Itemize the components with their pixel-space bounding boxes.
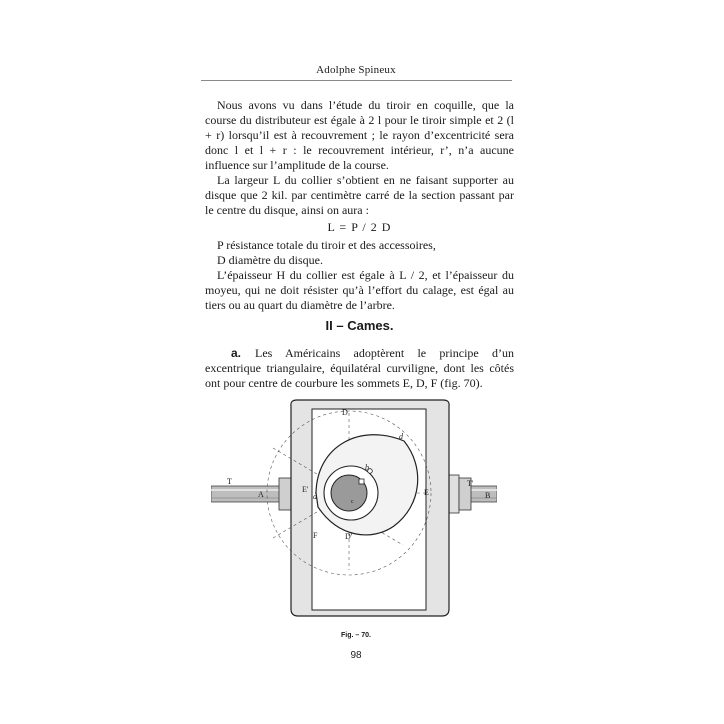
- definition-d: D diamètre du disque.: [217, 253, 323, 267]
- label-d: d: [399, 432, 403, 441]
- key: [359, 479, 364, 484]
- formula-collar-width: L = P / 2 D: [327, 220, 392, 234]
- paragraph-collar-width: La largeur L du collier s’obtient en ne faisant supporter au disque que 2 kil. par centimètre carré de la section passant par le centre du disque, ainsi on aura :: [205, 173, 514, 217]
- running-header: Adolphe Spineux: [316, 64, 396, 76]
- label-E: E: [424, 488, 429, 497]
- label-D: D: [342, 408, 348, 417]
- definition-p: P résistance totale du tiroir et des accessoires,: [217, 238, 436, 252]
- label-A: A: [258, 490, 264, 499]
- label-a: a: [313, 492, 317, 501]
- label-F: F: [313, 531, 318, 540]
- label-B: B: [485, 491, 491, 500]
- label-b: b: [365, 463, 369, 472]
- figure-caption: Fig. – 70.: [341, 632, 371, 639]
- page-number: 98: [350, 650, 362, 661]
- paragraph-stroke-course: Nous avons vu dans l’étude du tiroir en coquille, que la course du distributeur est égale à 2 l pour le tiroir simple et 2 (l + r) lorsqu’il est à recouvrement ; le rayon d’excentricité sera donc l et l + r : le recouvrement intérieur, r’, n’a aucune influence sur l’amplitude de la course.: [205, 98, 514, 172]
- figure-triangular-cam: [211, 395, 497, 620]
- label-D-prime: D': [345, 532, 353, 541]
- label-T: T: [227, 477, 232, 486]
- section-title: II – Cames.: [325, 318, 394, 333]
- header-rule: [201, 80, 512, 81]
- label-c: c: [351, 499, 354, 505]
- label-E-prime: E': [302, 485, 309, 494]
- paragraph-lead-letter: a.: [231, 346, 242, 360]
- label-T-prime: T': [467, 479, 474, 488]
- paragraph-cams: [205, 346, 514, 391]
- paragraph-cams-text: Les Américains adoptèrent le principe d’un excentrique triangulaire, équilatéral curviligne, dont les côtés ont pour centre de courbure les sommets E, D, F (fig. 70).: [205, 346, 514, 390]
- body-text: [205, 98, 514, 313]
- paragraph-collar-thickness: L’épaisseur H du collier est égale à L / 2, et l’épaisseur du moyeu, qui ne doit résister qu’à l’effort du calage, est égal au tiers ou au quart du diamètre de l’arbre.: [205, 268, 514, 312]
